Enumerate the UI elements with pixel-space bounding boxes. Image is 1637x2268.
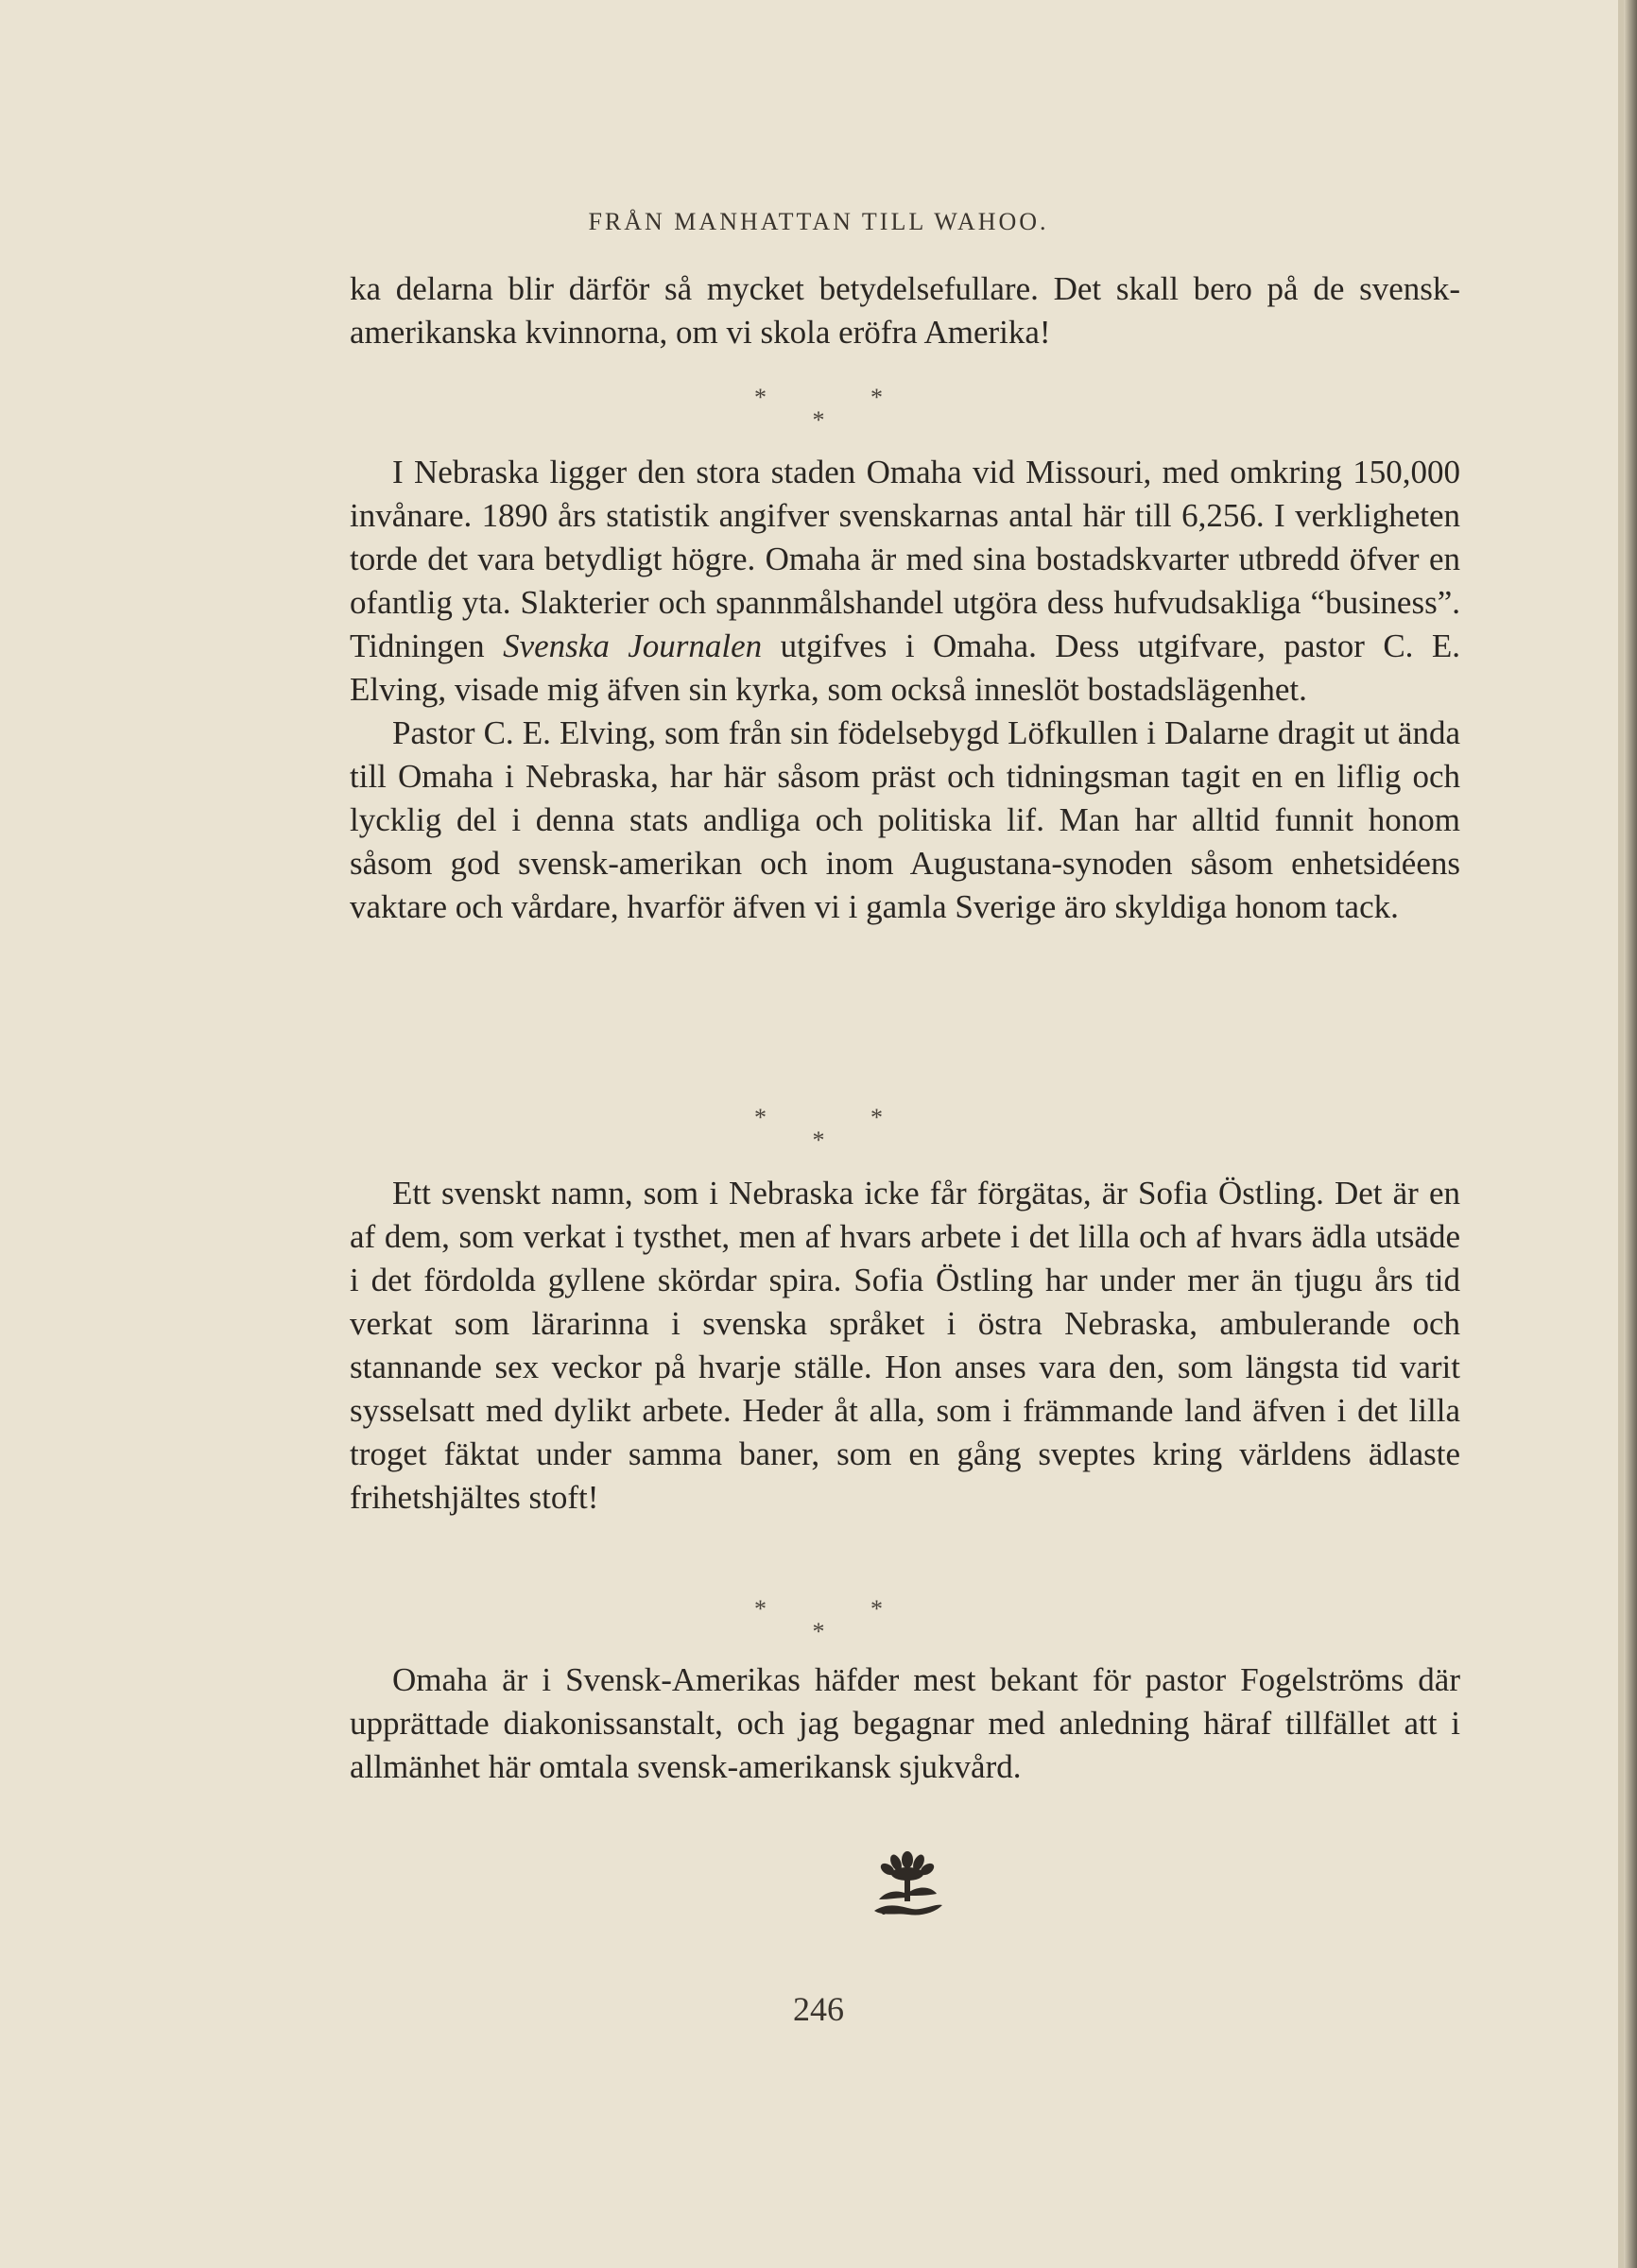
section-separator-3 (0, 1597, 1637, 1644)
paragraph-5-text: Omaha är i Svensk-Amerikas häfder mest bekant för pastor Fogelströms där upprättade diakonissanstalt, och jag begagnar med anledning häraf tillfället att i allmänhet här omtala svensk-amerikansk sjukvård. (350, 1661, 1460, 1785)
separator-star: * (870, 384, 883, 411)
running-title: FRÅN MANHATTAN TILL WAHOO. (588, 208, 1049, 235)
separator-star: * (812, 1618, 825, 1645)
newspaper-title: Svenska Journalen (503, 627, 763, 664)
separator-star: * (812, 406, 825, 434)
paragraph-5 (350, 1658, 1460, 1789)
paragraph-2 (350, 451, 1460, 929)
separator-star: * (870, 1595, 883, 1623)
paragraph-4-text: Ett svenskt namn, som i Nebraska icke får förgätas, är Sofia Östling. Det är en af dem, som verkat i tysthet, men af hvars arbete i det lilla och af hvars ädla utsäde i det fördolda gyllene skördar spira. Sofia Östling har under mer än tjugu års tid verkat som lärarinna i svenska språket i östra Nebraska, ambulerande och stannande sex veckor på hvarje ställe. Hon anses vara den, som längsta tid varit sysselsatt med dylikt arbete. Heder åt alla, som i främmande land äfven i det lilla troget fäktat under samma baner, som en gång sveptes kring världens ädlaste frihetshjältes stoft! (350, 1175, 1460, 1516)
page-number: 246 (793, 1990, 844, 2028)
separator-star: * (870, 1104, 883, 1131)
paragraph-4 (350, 1172, 1460, 1520)
separator-star: * (754, 384, 767, 411)
paragraph-2-pre-title: Tidningen (350, 627, 485, 664)
paragraph-2-post-title: utgifves i Omaha. Dess utgifvare, pastor C. E. Elving, visade mig äfven sin kyrka, som också inneslöt bostadslägenhet. (350, 627, 1460, 708)
section-separator-1 (0, 386, 1637, 433)
paragraph-2-text: I Nebraska ligger den stora staden Omaha vid Missouri, med omkring 150,000 invånare. 1890 års statistik angifver svenskarnas antal här till 6,256. I verkligheten torde det vara betydligt högre. Omaha är med sina bostadskvarter utbredd öfver en ofantlig yta. Slakterier och spannmålshandel utgöra dess hufvudsakliga “business”. (350, 454, 1460, 621)
paragraph-1-text: ka delarna blir därför så mycket betydelsefullare. Det skall bero på de svensk-amerikanska kvinnorna, om vi skola eröfra Amerika! (350, 270, 1460, 351)
separator-star: * (754, 1104, 767, 1131)
paragraph-3-text: Pastor C. E. Elving, som från sin födelsebygd Löfkullen i Dalarne dragit ut ända till Omaha i Nebraska, har här såsom präst och tidningsman tagit en en liflig och lycklig del i denna stats andliga och politiska lif. Man har alltid funnit honom såsom god svensk-amerikan och inom Augustana-synoden såsom enhetsidéens vaktare och vårdare, hvarför äfven vi i gamla Sverige äro skyldiga honom tack. (350, 714, 1460, 925)
section-separator-2 (0, 1106, 1637, 1153)
separator-star: * (754, 1595, 767, 1623)
paragraph-1 (350, 267, 1460, 354)
flower-vignette-icon (855, 1850, 959, 1926)
separator-star: * (812, 1126, 825, 1154)
